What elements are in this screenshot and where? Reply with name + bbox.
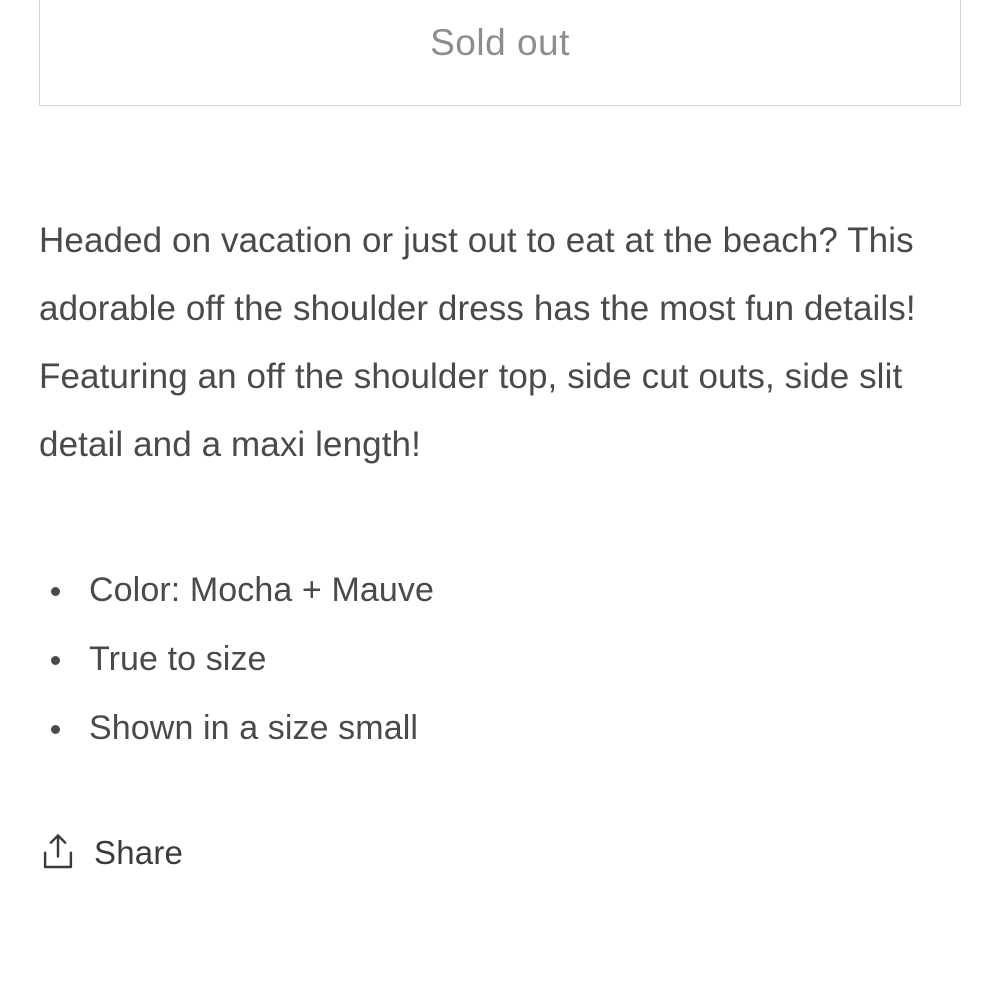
list-item: True to size: [39, 625, 939, 694]
product-description-text: Headed on vacation or just out to eat at the beach? This adorable off the shoulder dress has the most fun details! Featuring an off the shoulder top, side cut outs, side slit detail and a maxi length!: [39, 221, 916, 464]
list-item: Color: Mocha + Mauve: [39, 556, 939, 625]
sold-out-button-label: Sold out: [430, 21, 570, 63]
share-upload-icon: [40, 832, 76, 872]
list-item: Shown in a size small: [39, 694, 939, 763]
product-details-list: [39, 556, 939, 763]
share-button-label: Share: [94, 833, 184, 871]
sold-out-button[interactable]: [39, 0, 961, 106]
share-button[interactable]: [40, 832, 183, 872]
